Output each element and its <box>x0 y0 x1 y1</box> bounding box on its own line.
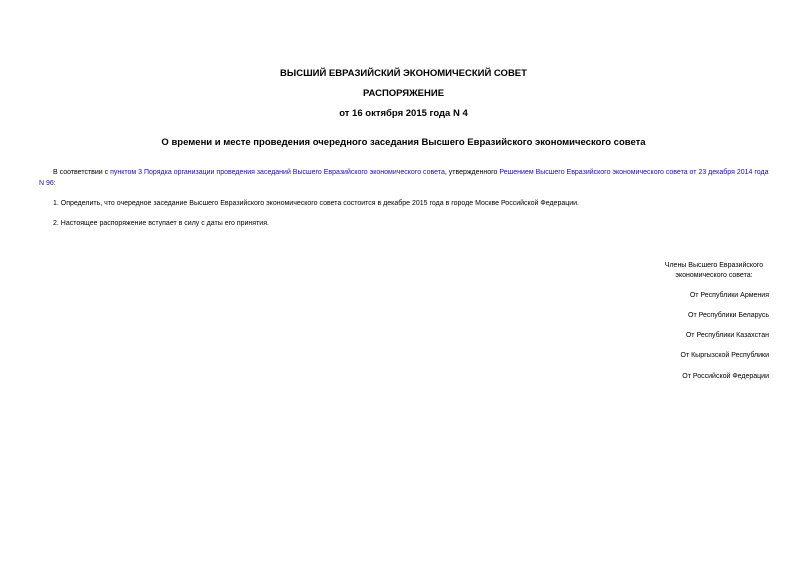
link-procedure-point-3[interactable]: пунктом 3 Порядка организации проведения заседаний Высшего Евразийского экономического совета <box>110 169 445 176</box>
signature-armenia: От Республики Армения <box>689 292 769 299</box>
document-title: О времени и месте проведения очередного заседания Высшего Евразийского экономического совета <box>161 137 646 148</box>
council-heading: ВЫСШИЙ ЕВРАЗИЙСКИЙ ЭКОНОМИЧЕСКИЙ СОВЕТ <box>280 68 527 79</box>
date-number-heading: от 16 октября 2015 года N 4 <box>339 108 468 119</box>
preamble-suffix: : <box>53 180 56 187</box>
signature-russia: От Российской Федерации <box>682 373 769 380</box>
link-decision-96[interactable]: Решением Высшего Евразийского экономического совета от 23 декабря 2014 года N 96 <box>39 169 769 187</box>
signature-belarus: От Республики Беларусь <box>688 312 769 319</box>
preamble-prefix: В соответствии с <box>53 169 111 176</box>
paragraph-item-2: 2. Настоящее распоряжение вступает в силу с даты его принятия. <box>53 220 269 227</box>
preamble-middle: , утвержденного <box>444 169 500 176</box>
signature-kazakhstan: От Республики Казахстан <box>685 332 769 339</box>
signatures-header-text: Члены Высшего Евразийского экономического совета: <box>664 262 764 279</box>
signatures-header <box>549 261 769 281</box>
paragraph-preamble <box>39 167 769 189</box>
signature-kyrgyzstan: От Кыргызской Республики <box>680 352 769 359</box>
paragraph-item-1: 1. Определить, что очередное заседание Высшего Евразийского экономического совета состоится в декабре 2015 года в городе Москве Российской Федерации. <box>53 200 580 207</box>
document-type-heading: РАСПОРЯЖЕНИЕ <box>362 88 445 99</box>
